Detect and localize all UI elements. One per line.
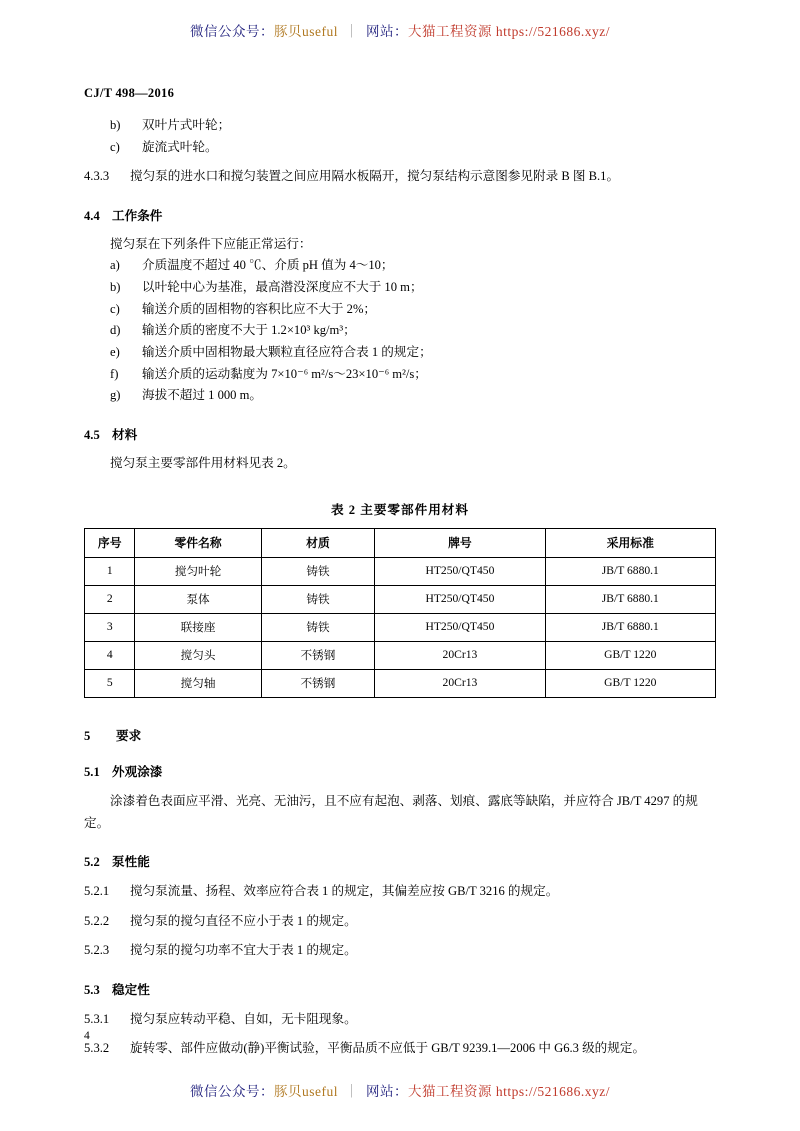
section-number: 5 (84, 728, 91, 743)
section-heading-5-3 (84, 979, 716, 998)
watermark-site-name: 大猫工程资源 (408, 1084, 492, 1099)
table-row (85, 585, 716, 613)
clause-4-3-3 (84, 165, 716, 187)
cell-part-name: 搅匀头 (135, 641, 261, 669)
cell-no: 4 (85, 641, 135, 669)
list-item (84, 137, 716, 159)
cell-grade: HT250/QT450 (375, 613, 545, 641)
list-item (84, 115, 716, 137)
list-item (84, 342, 716, 364)
list-marker: b) (110, 280, 121, 295)
section-title: 要求 (116, 728, 142, 743)
table-col-header-part-name: 零件名称 (135, 528, 261, 557)
cell-no: 5 (85, 669, 135, 697)
watermark-url: https://521686.xyz/ (495, 24, 610, 39)
clause-number: 5.2.3 (84, 943, 110, 958)
section-heading-5-1 (84, 761, 716, 780)
section-number: 4.5 (84, 427, 100, 442)
list-item (84, 364, 716, 386)
table-header-row (85, 528, 716, 557)
section-title: 外观涂漆 (112, 764, 163, 779)
table-row (85, 613, 716, 641)
watermark-bottom (0, 1080, 800, 1100)
table2-title: 表 2 主要零部件用材料 (331, 502, 469, 517)
list-text: 输送介质的固相物的容积比应不大于 2%； (142, 301, 377, 316)
list-text: 介质温度不超过 40 ℃、介质 pH 值为 4～10； (142, 258, 394, 273)
clause-5-2-3 (84, 939, 716, 961)
table-row (85, 669, 716, 697)
clause-text: 搅匀泵流量、扬程、效率应符合表 1 的规定，其偏差应按 GB/T 3216 的规定。 (130, 884, 559, 899)
watermark-top (0, 20, 800, 40)
table-row (85, 557, 716, 585)
cell-material: 不锈钢 (261, 641, 375, 669)
cell-material: 铸铁 (261, 613, 375, 641)
section-heading-4-5 (84, 424, 716, 443)
section-title: 稳定性 (112, 982, 150, 997)
list-text: 输送介质的运动黏度为 7×10⁻⁶ m²/s～23×10⁻⁶ m²/s； (142, 366, 427, 381)
list-item (84, 299, 716, 321)
cell-part-name: 搅匀轴 (135, 669, 261, 697)
section-number: 5.2 (84, 855, 100, 870)
table-col-header-standard: 采用标准 (545, 528, 715, 557)
watermark-url: https://521686.xyz/ (495, 1084, 610, 1099)
page-number: 4 (84, 1030, 90, 1042)
section-number: 5.3 (84, 982, 100, 997)
section-5-1-text: 涂漆着色表面应平滑、光亮、无油污，且不应有起泡、剥落、划痕、露底等缺陷，并应符合 JB/T 4297 的规定。 (84, 793, 698, 831)
cell-part-name: 泵体 (135, 585, 261, 613)
cell-standard: JB/T 6880.1 (545, 613, 715, 641)
table-col-header-no: 序号 (85, 528, 135, 557)
section-heading-5 (84, 725, 716, 744)
clause-number: 5.3.2 (84, 1041, 110, 1056)
table-row (85, 641, 716, 669)
list-marker: b) (110, 118, 121, 132)
list-marker: a) (110, 258, 120, 273)
list-text: 海拔不超过 1 000 m。 (142, 388, 262, 403)
watermark-label: 微信公众号： (190, 24, 274, 39)
table-col-header-grade: 牌号 (375, 528, 545, 557)
section-4-4-lead: 搅匀泵在下列条件下应能正常运行： (110, 236, 312, 251)
list-item (84, 255, 716, 277)
cell-grade: HT250/QT450 (375, 557, 545, 585)
section-heading-4-4 (84, 205, 716, 224)
table-col-header-material: 材质 (261, 528, 375, 557)
cell-no: 1 (85, 557, 135, 585)
cell-part-name: 联接座 (135, 613, 261, 641)
table-main-materials (84, 528, 716, 698)
watermark-divider: ｜ (345, 24, 359, 39)
clause-number: 5.2.2 (84, 913, 110, 928)
page-header-standard-no: CJ/T 498—2016 (84, 86, 175, 100)
section-4-5-text: 搅匀泵主要零部件用材料见表 2。 (110, 455, 296, 470)
clause-text: 搅匀泵的搅匀功率不宜大于表 1 的规定。 (130, 943, 357, 958)
section-heading-5-2 (84, 851, 716, 870)
clause-text: 搅匀泵的搅匀直径不应小于表 1 的规定。 (130, 913, 357, 928)
clause-5-3-1 (84, 1008, 716, 1030)
list-marker: e) (110, 345, 120, 359)
cell-grade: HT250/QT450 (375, 585, 545, 613)
document-body (0, 60, 800, 1066)
section-title: 材料 (112, 427, 138, 442)
list-marker: c) (110, 301, 120, 316)
cell-material: 铸铁 (261, 585, 375, 613)
cell-no: 3 (85, 613, 135, 641)
clause-number: 5.3.1 (84, 1011, 110, 1026)
cell-part-name: 搅匀叶轮 (135, 557, 261, 585)
list-text: 旋流式叶轮。 (142, 139, 218, 154)
clause-5-2-1 (84, 880, 716, 902)
clause-text: 搅匀泵应转动平稳、自如，无卡阻现象。 (130, 1011, 357, 1026)
clause-5-2-2 (84, 910, 716, 932)
list-item (84, 385, 716, 407)
clause-number: 4.3.3 (84, 169, 110, 184)
clause-text: 旋转零、部件应做动(静)平衡试验，平衡品质不应低于 GB/T 9239.1—2006 中 G6.3 级的规定。 (130, 1041, 646, 1056)
cell-standard: GB/T 1220 (545, 641, 715, 669)
list-text: 以叶轮中心为基准，最高潜没深度应不大于 10 m； (142, 280, 423, 295)
list-marker: g) (110, 388, 121, 403)
list-text: 输送介质中固相物最大颗粒直径应符合表 1 的规定； (142, 345, 432, 359)
cell-grade: 20Cr13 (375, 641, 545, 669)
section-number: 5.1 (84, 764, 100, 779)
cell-no: 2 (85, 585, 135, 613)
clause-number: 5.2.1 (84, 884, 110, 899)
watermark-site-label: 网站： (366, 1084, 408, 1099)
section-title: 泵性能 (112, 855, 150, 870)
list-marker: d) (110, 323, 121, 338)
section-number: 4.4 (84, 208, 100, 223)
list-marker: c) (110, 139, 120, 154)
watermark-site-label: 网站： (366, 24, 408, 39)
list-item (84, 320, 716, 342)
list-text: 双叶片式叶轮； (142, 118, 231, 132)
watermark-account: 豚贝useful (274, 1084, 338, 1099)
watermark-site-name: 大猫工程资源 (408, 24, 492, 39)
clause-text: 搅匀泵的进水口和搅匀装置之间应用隔水板隔开，搅匀泵结构示意图参见附录 B 图 B.1。 (130, 169, 620, 184)
cell-material: 不锈钢 (261, 669, 375, 697)
list-text: 输送介质的密度不大于 1.2×10³ kg/m³； (142, 323, 356, 338)
list-item (84, 277, 716, 299)
clause-5-3-2 (84, 1037, 716, 1059)
watermark-divider: ｜ (345, 1084, 359, 1099)
cell-standard: GB/T 1220 (545, 669, 715, 697)
section-title: 工作条件 (112, 208, 163, 223)
cell-material: 铸铁 (261, 557, 375, 585)
watermark-account: 豚贝useful (274, 24, 338, 39)
watermark-label: 微信公众号： (190, 1084, 274, 1099)
cell-grade: 20Cr13 (375, 669, 545, 697)
cell-standard: JB/T 6880.1 (545, 557, 715, 585)
cell-standard: JB/T 6880.1 (545, 585, 715, 613)
list-marker: f) (110, 366, 119, 381)
